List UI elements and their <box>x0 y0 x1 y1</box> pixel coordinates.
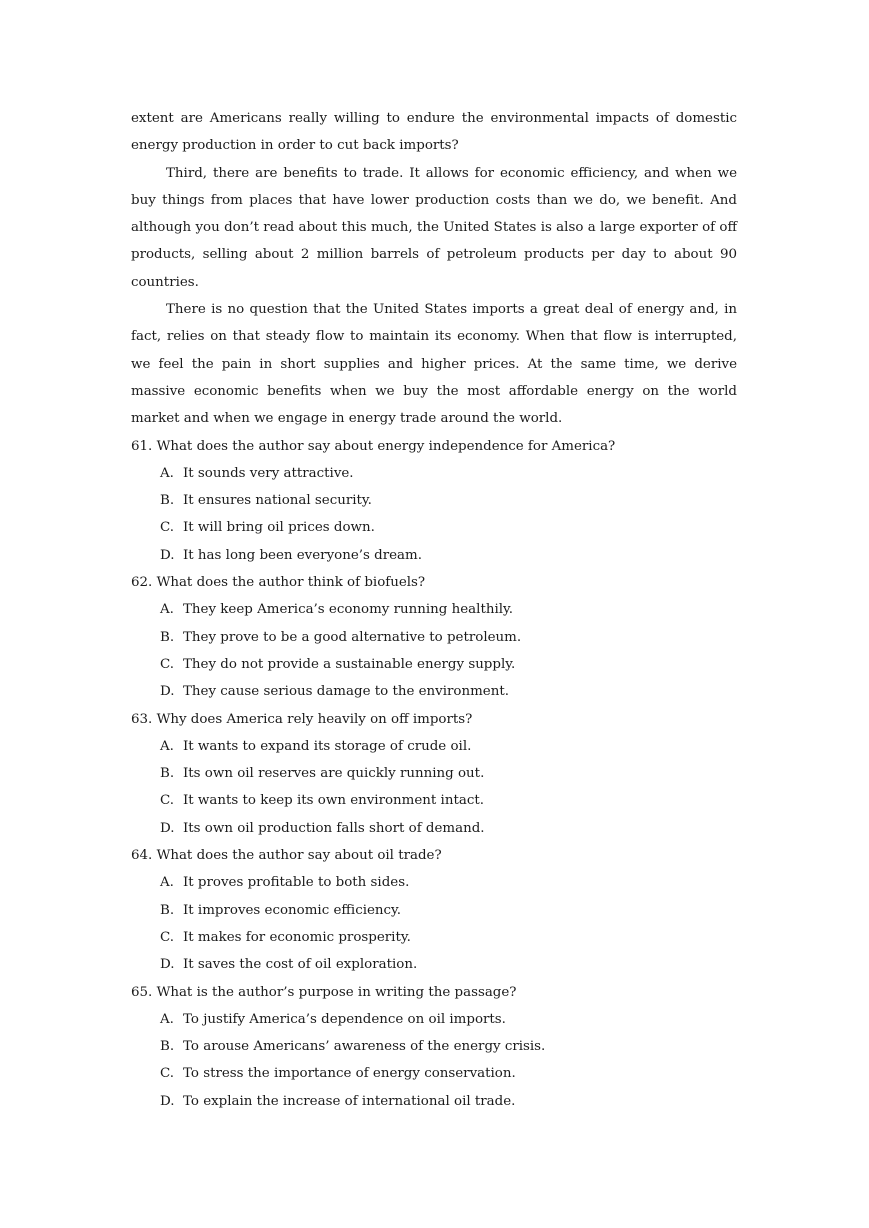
option-letter: B. <box>160 766 175 782</box>
question-stem <box>131 569 737 596</box>
question-65 <box>131 979 737 1115</box>
option-a <box>131 596 737 623</box>
option-letter: A. <box>160 875 174 891</box>
option-letter: C. <box>160 1066 175 1082</box>
question-62 <box>131 569 737 705</box>
option-letter: C. <box>160 793 175 809</box>
option-a <box>131 869 737 896</box>
option-text: They do not provide a sustainable energy supply. <box>183 656 516 672</box>
option-d <box>131 678 737 705</box>
option-text: It sounds very attractive. <box>183 465 354 481</box>
option-text: To arouse Americans’ awareness of the energy crisis. <box>183 1039 546 1055</box>
option-c <box>131 514 737 541</box>
option-letter: C. <box>160 520 175 536</box>
option-b <box>131 487 737 514</box>
passage <box>131 105 737 433</box>
question-number: 61. <box>131 438 153 454</box>
option-letter: D. <box>160 547 175 563</box>
question-63 <box>131 706 737 842</box>
option-text: To justify America’s dependence on oil imports. <box>183 1011 506 1027</box>
option-b <box>131 1033 737 1060</box>
option-d <box>131 951 737 978</box>
option-c <box>131 1060 737 1087</box>
option-text: They prove to be a good alternative to petroleum. <box>183 629 522 645</box>
option-b <box>131 760 737 787</box>
option-text: It ensures national security. <box>183 493 372 509</box>
option-letter: A. <box>160 738 174 754</box>
option-text: It wants to keep its own environment intact. <box>183 793 484 809</box>
option-letter: D. <box>160 957 175 973</box>
question-number: 63. <box>131 711 153 727</box>
question-text: What is the author’s purpose in writing the passage? <box>156 984 517 1000</box>
option-letter: B. <box>160 1039 175 1055</box>
option-letter: B. <box>160 629 175 645</box>
question-number: 62. <box>131 575 153 591</box>
option-text: They keep America’s economy running healthily. <box>183 602 514 618</box>
option-text: It makes for economic prosperity. <box>183 929 411 945</box>
option-text: It saves the cost of oil exploration. <box>183 957 418 973</box>
document-page <box>131 105 737 1115</box>
option-text: It wants to expand its storage of crude oil. <box>183 738 472 754</box>
question-text: What does the author say about energy independence for America? <box>156 438 616 454</box>
option-text: Its own oil production falls short of demand. <box>183 820 485 836</box>
option-text: It has long been everyone’s dream. <box>183 547 422 563</box>
question-number: 64. <box>131 848 153 864</box>
option-letter: D. <box>160 820 175 836</box>
option-b <box>131 624 737 651</box>
option-letter: C. <box>160 929 175 945</box>
passage-paragraph-3: There is no question that the United States imports a great deal of energy and, in fact, relies on that steady flow to maintain its economy. When that flow is interrupted, we feel the pain in short supplies and higher prices. At the same time, we derive massive economic benefits when we buy the most affordable energy on the world market and when we engage in energy trade around the world. <box>131 302 737 427</box>
option-letter: D. <box>160 684 175 700</box>
option-letter: A. <box>160 602 174 618</box>
option-a <box>131 1006 737 1033</box>
question-text: What does the author say about oil trade? <box>156 848 442 864</box>
question-number: 65. <box>131 984 153 1000</box>
option-letter: C. <box>160 656 175 672</box>
question-stem <box>131 706 737 733</box>
option-text: It improves economic efficiency. <box>183 902 402 918</box>
option-text: Its own oil reserves are quickly running out. <box>183 766 485 782</box>
option-d <box>131 815 737 842</box>
option-text: To explain the increase of international oil trade. <box>183 1093 516 1109</box>
question-61 <box>131 433 737 569</box>
option-c <box>131 924 737 951</box>
option-text: They cause serious damage to the environment. <box>183 684 509 700</box>
question-stem <box>131 842 737 869</box>
option-d <box>131 1088 737 1115</box>
option-letter: A. <box>160 1011 174 1027</box>
question-text: What does the author think of biofuels? <box>156 575 426 591</box>
option-b <box>131 897 737 924</box>
option-c <box>131 787 737 814</box>
option-c <box>131 651 737 678</box>
passage-paragraph-2: Third, there are benefits to trade. It allows for economic efficiency, and when we buy things from places that have lower production costs than we do, we benefit. And although you don’t read about this much, the United States is also a large exporter of off products, selling about 2 million barrels of petroleum products per day to about 90 countries. <box>131 165 737 290</box>
option-a <box>131 733 737 760</box>
question-stem <box>131 433 737 460</box>
option-letter: A. <box>160 465 174 481</box>
option-text: To stress the importance of energy conservation. <box>183 1066 516 1082</box>
option-d <box>131 542 737 569</box>
question-text: Why does America rely heavily on off imports? <box>156 711 473 727</box>
option-text: It will bring oil prices down. <box>183 520 375 536</box>
option-letter: D. <box>160 1093 175 1109</box>
option-letter: B. <box>160 493 175 509</box>
option-letter: B. <box>160 902 175 918</box>
question-64 <box>131 842 737 978</box>
option-text: It proves profitable to both sides. <box>183 875 410 891</box>
passage-paragraph-1: extent are Americans really willing to endure the environmental impacts of domestic energy production in order to cut back imports? <box>131 111 737 154</box>
option-a <box>131 460 737 487</box>
question-stem <box>131 979 737 1006</box>
